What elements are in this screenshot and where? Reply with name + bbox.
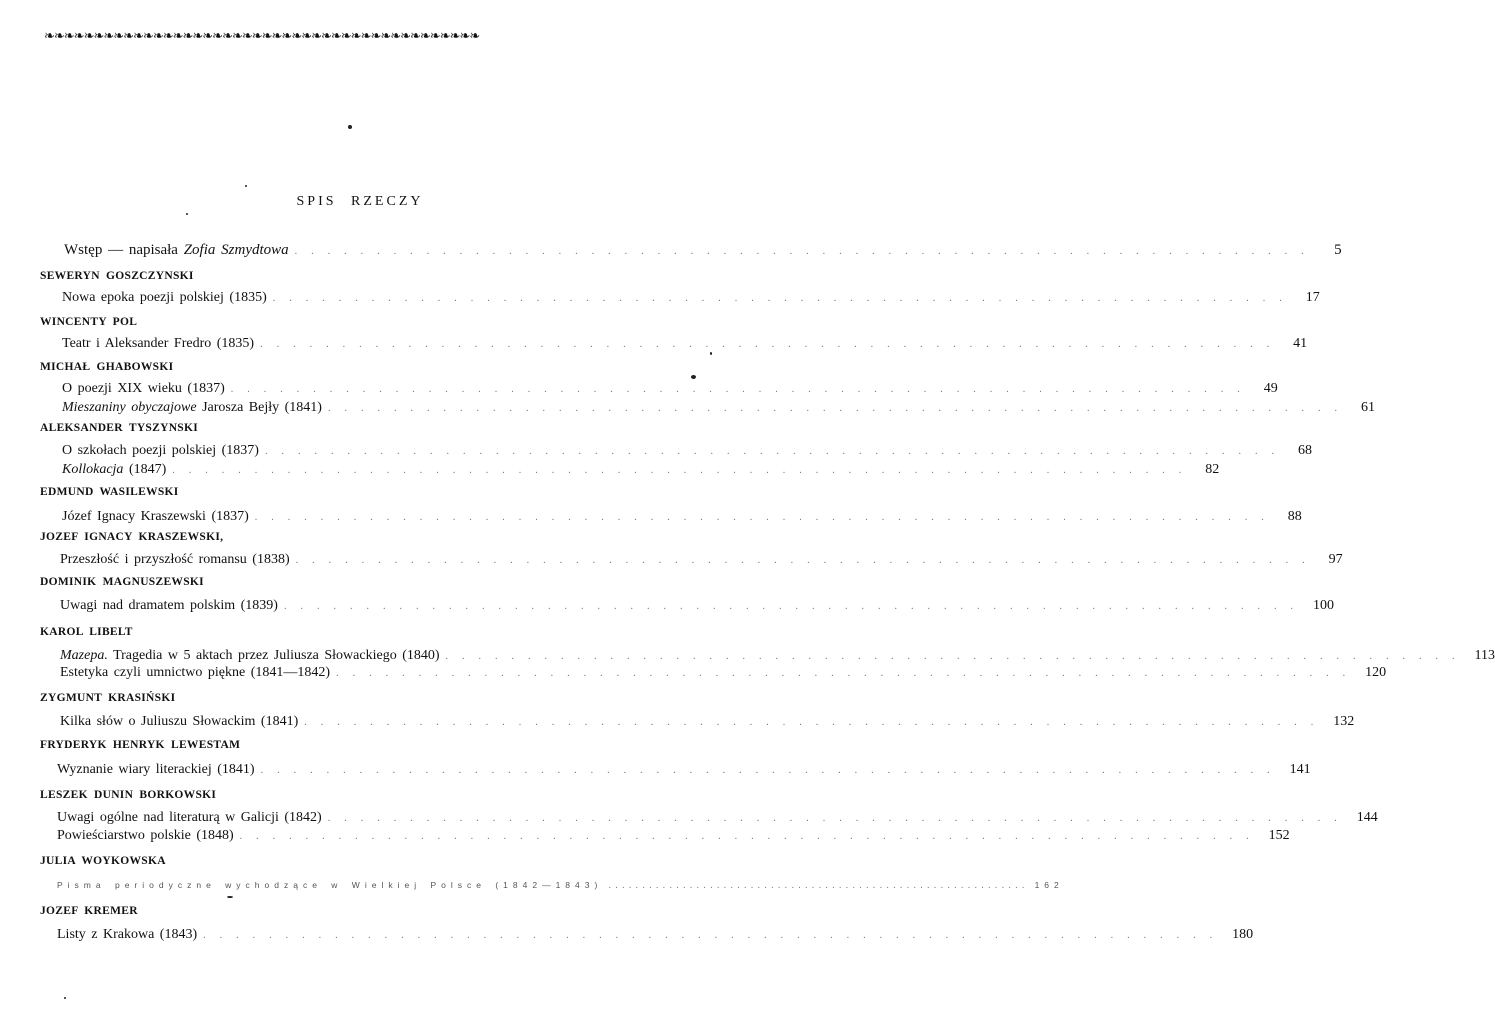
dot-leader: .............................................................. xyxy=(254,512,1278,523)
page-number: 120 xyxy=(1365,665,1387,680)
intro-author: Zofia Szmydtowa xyxy=(183,242,289,258)
dot-leader: .............................................................. xyxy=(294,246,1318,257)
dot-leader: .............................................................. xyxy=(239,831,1263,842)
toc-entry-title: O poezji XIX wieku (1837) xyxy=(62,381,225,396)
page-number: 41 xyxy=(1293,336,1308,351)
author-heading: FRYDERYK HENRYK LEWESTAM xyxy=(40,739,241,751)
toc-entry xyxy=(57,828,1290,844)
author-heading: MICHAŁ GHABOWSKI xyxy=(40,361,174,373)
dot-leader: .............................................................. xyxy=(327,403,1351,414)
toc-entry xyxy=(62,381,1278,397)
toc-entry-title: Estetyka czyli umnictwo piękne (1841—1842) xyxy=(60,665,331,680)
author-heading: SEWERYN GOSZCZYNSKI xyxy=(40,270,194,282)
dot-leader: .............................................................. xyxy=(336,668,1360,679)
toc-entry xyxy=(57,810,1378,826)
dot-leader: .............................................................. xyxy=(172,465,1196,476)
toc-entry-title: Powieściarstwo polskie (1848) xyxy=(57,828,234,843)
author-heading: LESZEK DUNIN BORKOWSKI xyxy=(40,789,217,801)
author-heading: ALEKSANDER TYSZYNSKI xyxy=(40,422,199,434)
page-title: SPIS RZECZY xyxy=(296,194,424,209)
toc-entry xyxy=(60,552,1343,568)
dot-leader: .............................................................. xyxy=(608,880,1029,891)
toc-entry xyxy=(62,443,1312,459)
page-number: 68 xyxy=(1297,443,1312,458)
intro-lead: Wstęp — napisała xyxy=(64,242,178,258)
toc-entry xyxy=(57,762,1311,778)
author-heading: WINCENTY POL xyxy=(40,316,138,328)
toc-entry-title: O szkołach poezji polskiej (1837) xyxy=(62,443,259,458)
toc-entry-title xyxy=(64,242,289,259)
toc-entry-title: Pisma periodyczne wychodzące w Wielkiej Polsce (1842—1843) xyxy=(57,880,603,890)
dot-leader: .............................................................. xyxy=(203,930,1227,941)
toc-entry xyxy=(57,927,1254,943)
toc-entry-italic: Mazepa. xyxy=(60,648,108,663)
author-heading: KAROL LIBELT xyxy=(40,626,133,638)
page-number: 97 xyxy=(1328,552,1343,567)
page-number: 17 xyxy=(1305,290,1320,305)
page-number: 100 xyxy=(1312,598,1334,613)
dot-leader: .............................................................. xyxy=(304,717,1328,728)
page-number: 141 xyxy=(1289,762,1311,777)
toc-entry-italic: Mieszaniny obyczajowe xyxy=(62,400,197,415)
toc-entry-title xyxy=(62,462,166,478)
dot-leader: .............................................................. xyxy=(295,555,1319,566)
author-heading: JOZEF IGNACY KRASZEWSKI, xyxy=(40,531,224,543)
toc-entry-title: Przeszłość i przyszłość romansu (1838) xyxy=(60,552,290,567)
toc-entry-title xyxy=(62,400,322,416)
toc-entry xyxy=(60,648,1495,664)
page-number: 144 xyxy=(1356,810,1378,825)
toc-entry xyxy=(60,714,1355,730)
page-number: 82 xyxy=(1205,462,1220,477)
toc-entry-intro xyxy=(64,242,1342,259)
toc-entry-italic: Kollokacja xyxy=(62,462,124,477)
page-number: 88 xyxy=(1287,509,1302,524)
author-heading: ZYGMUNT KRASIŃSKI xyxy=(40,692,176,704)
author-heading: DOMINIK MAGNUSZEWSKI xyxy=(40,576,204,588)
toc-entry xyxy=(62,336,1308,352)
page-number: 180 xyxy=(1232,927,1254,942)
toc-entry-title: Wyznanie wiary literackiej (1841) xyxy=(57,762,255,777)
toc-entry-rest: Jarosza Bejły (1841) xyxy=(202,400,322,415)
toc-entry-rest: Tragedia w 5 aktach przez Juliusza Słowackiego (1840) xyxy=(113,648,440,663)
author-heading: JULIA WOYKOWSKA xyxy=(40,855,166,867)
toc-entry xyxy=(62,290,1320,306)
toc-entry-title: Teatr i Aleksander Fredro (1835) xyxy=(62,336,255,351)
toc-entry xyxy=(57,880,1064,891)
toc-entry-title: Nowa epoka poezji polskiej (1835) xyxy=(62,290,267,305)
dot-leader: .............................................................. xyxy=(283,601,1307,612)
toc-entry-title: Listy z Krakowa (1843) xyxy=(57,927,198,942)
page-number: 113 xyxy=(1474,648,1495,663)
page-number: 152 xyxy=(1268,828,1290,843)
page-number: 61 xyxy=(1360,400,1375,415)
author-heading: JOZEF KREMER xyxy=(40,905,138,917)
dot-leader: .............................................................. xyxy=(260,339,1284,350)
page-number: 162 xyxy=(1034,880,1064,890)
toc-entry-title xyxy=(60,648,440,664)
toc-entry-title: Józef Ignacy Kraszewski (1837) xyxy=(62,509,249,524)
toc-entry xyxy=(62,509,1302,525)
dot-leader: .............................................................. xyxy=(230,384,1254,395)
page-number: 5 xyxy=(1334,242,1342,258)
toc-entry-title: Kilka słów o Juliuszu Słowackim (1841) xyxy=(60,714,299,729)
toc-entry-rest: (1847) xyxy=(128,462,167,477)
toc-entry-title: Uwagi nad dramatem polskim (1839) xyxy=(60,598,278,613)
dot-leader: .............................................................. xyxy=(264,446,1288,457)
page-number: 49 xyxy=(1263,381,1278,396)
page-number: 132 xyxy=(1333,714,1355,729)
dot-leader: .............................................................. xyxy=(272,293,1296,304)
toc-entry xyxy=(62,400,1375,416)
toc-entry xyxy=(60,665,1387,681)
dot-leader: .............................................................. xyxy=(327,813,1351,824)
author-heading: EDMUND WASILEWSKI xyxy=(40,486,179,498)
toc-entry-title: Uwagi ogólne nad literaturą w Galicji (1842) xyxy=(57,810,322,825)
decorative-ornament-border: ❧❧❧❧❧❧❧❧❧❧❧❧❧❧❧❧❧❧❧❧❧❧❧❧❧❧❧❧❧❧❧❧❧❧❧❧❧❧❧❧❧❧❧❧ xyxy=(44,28,480,43)
dot-leader: .............................................................. xyxy=(260,765,1284,776)
dot-leader: .............................................................. xyxy=(445,651,1469,662)
toc-entry xyxy=(60,598,1334,614)
toc-entry xyxy=(62,462,1220,478)
